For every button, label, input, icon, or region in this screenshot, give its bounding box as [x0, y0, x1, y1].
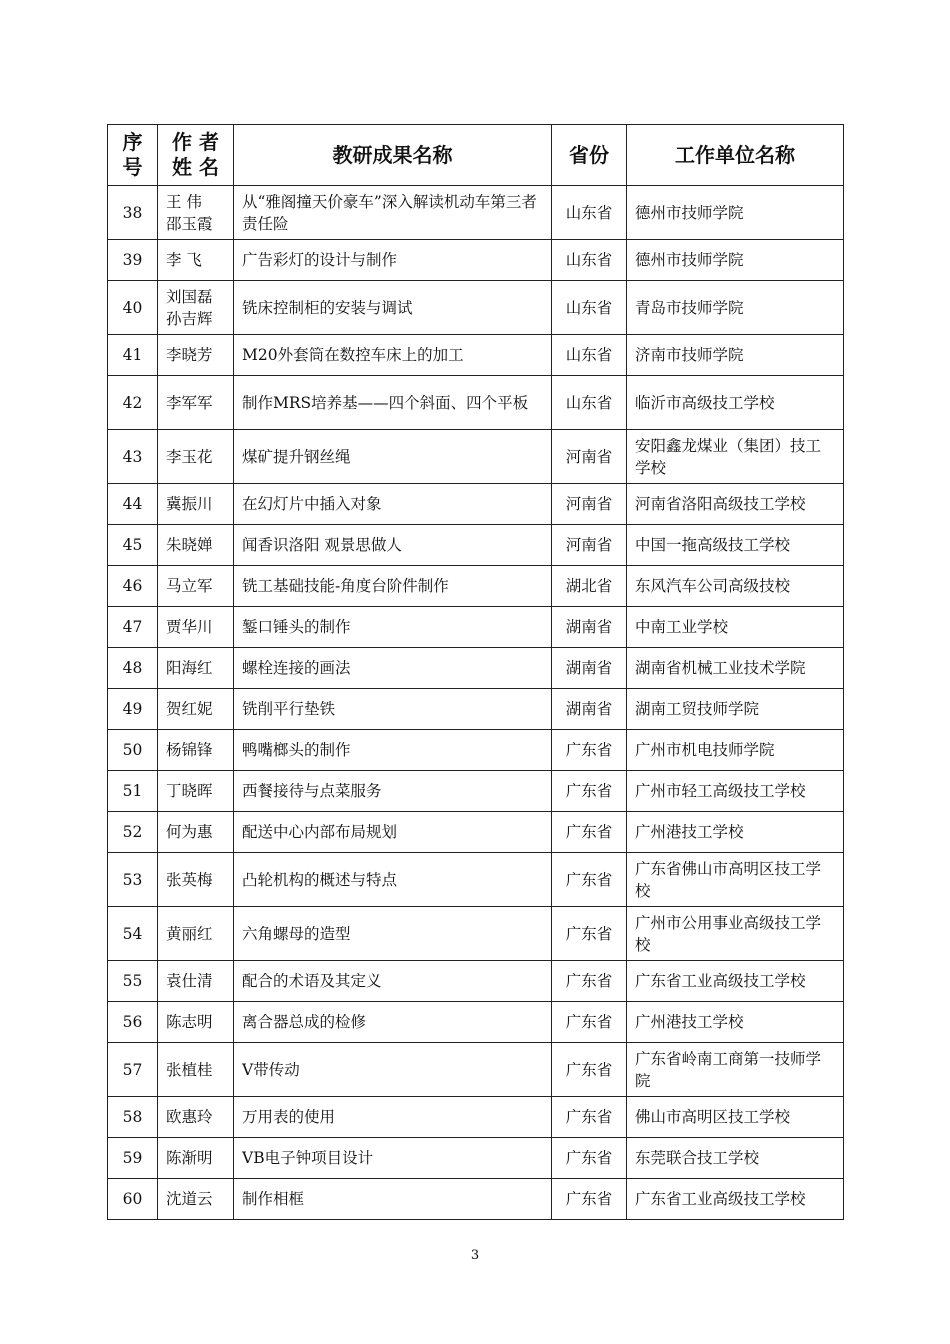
author-name: 冀振川 — [166, 495, 213, 513]
table-row — [108, 689, 844, 730]
row-province: 广东省 — [552, 1002, 627, 1043]
row-title: 配合的术语及其定义 — [234, 961, 552, 1002]
row-unit: 湖南省机械工业技术学院 — [627, 648, 844, 689]
row-authors — [158, 1097, 234, 1138]
table-row — [108, 525, 844, 566]
row-title: 从“雅阁撞天价豪车”深入解读机动车第三者责任险 — [234, 186, 552, 240]
achievements-table — [107, 124, 844, 1220]
author-name: 贺红妮 — [166, 700, 213, 718]
row-unit: 河南省洛阳高级技工学校 — [627, 484, 844, 525]
row-province: 河南省 — [552, 525, 627, 566]
row-number: 42 — [108, 376, 158, 430]
author-name: 李晓芳 — [166, 346, 213, 364]
row-province: 广东省 — [552, 1097, 627, 1138]
row-number: 40 — [108, 281, 158, 335]
row-title: 铣削平行垫铁 — [234, 689, 552, 730]
table-row — [108, 335, 844, 376]
row-authors — [158, 1043, 234, 1097]
row-number: 53 — [108, 853, 158, 907]
row-unit: 广东省工业高级技工学校 — [627, 961, 844, 1002]
row-title: 煤矿提升钢丝绳 — [234, 430, 552, 484]
table-row — [108, 1097, 844, 1138]
author-name: 丁晓晖 — [166, 782, 213, 800]
table-row — [108, 281, 844, 335]
table-row — [108, 648, 844, 689]
author-name: 阳海红 — [166, 659, 213, 677]
row-province: 广东省 — [552, 1138, 627, 1179]
row-number: 52 — [108, 812, 158, 853]
row-authors — [158, 648, 234, 689]
row-authors — [158, 1179, 234, 1220]
row-title: 制作MRS培养基——四个斜面、四个平板 — [234, 376, 552, 430]
row-number: 60 — [108, 1179, 158, 1220]
row-title: 在幻灯片中插入对象 — [234, 484, 552, 525]
row-authors — [158, 771, 234, 812]
row-number: 41 — [108, 335, 158, 376]
table-row — [108, 907, 844, 961]
row-authors — [158, 1002, 234, 1043]
header-seq: 序 号 — [108, 125, 158, 186]
row-unit: 东莞联合技工学校 — [627, 1138, 844, 1179]
table-row — [108, 771, 844, 812]
row-province: 广东省 — [552, 1179, 627, 1220]
author-name: 杨锦锋 — [166, 741, 213, 759]
row-unit: 广东省工业高级技工学校 — [627, 1179, 844, 1220]
table-header-row — [108, 125, 844, 186]
author-name: 李军军 — [166, 393, 213, 412]
header-unit: 工作单位名称 — [627, 125, 844, 186]
table-row — [108, 1043, 844, 1097]
row-number: 48 — [108, 648, 158, 689]
row-title: 西餐接待与点菜服务 — [234, 771, 552, 812]
row-number: 56 — [108, 1002, 158, 1043]
row-authors — [158, 335, 234, 376]
row-authors — [158, 240, 234, 281]
author-name: 张植桂 — [166, 1060, 213, 1079]
row-province: 山东省 — [552, 281, 627, 335]
author-name: 袁仕清 — [166, 972, 213, 990]
row-authors — [158, 484, 234, 525]
row-unit: 广州港技工学校 — [627, 812, 844, 853]
row-province: 山东省 — [552, 186, 627, 240]
table-row — [108, 607, 844, 648]
row-title: 铣床控制柜的安装与调试 — [234, 281, 552, 335]
author-name: 何为惠 — [166, 823, 213, 841]
row-number: 51 — [108, 771, 158, 812]
row-unit: 东风汽车公司高级技校 — [627, 566, 844, 607]
row-title: 闻香识洛阳 观景思做人 — [234, 525, 552, 566]
row-province: 山东省 — [552, 376, 627, 430]
author-name: 黄丽红 — [166, 924, 213, 943]
author-name: 刘国磊 — [166, 287, 213, 306]
row-number: 44 — [108, 484, 158, 525]
row-number: 45 — [108, 525, 158, 566]
row-province: 河南省 — [552, 484, 627, 525]
table-row — [108, 484, 844, 525]
row-province: 广东省 — [552, 771, 627, 812]
table-row — [108, 566, 844, 607]
author-name: 陈渐明 — [166, 1149, 213, 1167]
row-authors — [158, 961, 234, 1002]
row-title: V带传动 — [234, 1043, 552, 1097]
author-name: 王 伟 — [166, 192, 202, 211]
row-title: 凸轮机构的概述与特点 — [234, 853, 552, 907]
table-row — [108, 1002, 844, 1043]
table-row — [108, 961, 844, 1002]
row-title: 万用表的使用 — [234, 1097, 552, 1138]
row-number: 38 — [108, 186, 158, 240]
row-unit: 中国一拖高级技工学校 — [627, 525, 844, 566]
row-unit: 湖南工贸技师学院 — [627, 689, 844, 730]
row-authors — [158, 1138, 234, 1179]
row-province: 广东省 — [552, 730, 627, 771]
row-authors — [158, 812, 234, 853]
row-authors — [158, 376, 234, 430]
row-unit: 广州市公用事业高级技工学校 — [627, 907, 844, 961]
row-title: 铣工基础技能-角度台阶件制作 — [234, 566, 552, 607]
author-name: 朱晓婵 — [166, 536, 213, 554]
author-name: 李 飞 — [166, 251, 202, 269]
row-number: 46 — [108, 566, 158, 607]
row-unit: 临沂市高级技工学校 — [627, 376, 844, 430]
row-authors — [158, 730, 234, 771]
author-name: 贾华川 — [166, 618, 213, 636]
row-province: 湖南省 — [552, 648, 627, 689]
row-province: 广东省 — [552, 853, 627, 907]
row-title: 錾口锤头的制作 — [234, 607, 552, 648]
row-unit: 青岛市技师学院 — [627, 281, 844, 335]
row-number: 47 — [108, 607, 158, 648]
row-title: 离合器总成的检修 — [234, 1002, 552, 1043]
table-row — [108, 853, 844, 907]
row-title: 制作相框 — [234, 1179, 552, 1220]
row-number: 55 — [108, 961, 158, 1002]
row-unit: 德州市技师学院 — [627, 186, 844, 240]
table-body — [108, 186, 844, 1220]
table-row — [108, 1179, 844, 1220]
table-row — [108, 376, 844, 430]
row-unit: 广东省佛山市高明区技工学校 — [627, 853, 844, 907]
row-title: 鸭嘴榔头的制作 — [234, 730, 552, 771]
author-name: 邵玉霞 — [166, 214, 213, 233]
table-row — [108, 1138, 844, 1179]
author-name: 陈志明 — [166, 1013, 213, 1031]
author-name: 马立军 — [166, 577, 213, 595]
row-title: 配送中心内部布局规划 — [234, 812, 552, 853]
row-province: 湖南省 — [552, 607, 627, 648]
row-number: 39 — [108, 240, 158, 281]
author-name: 沈道云 — [166, 1190, 213, 1208]
row-authors — [158, 281, 234, 335]
row-unit: 佛山市高明区技工学校 — [627, 1097, 844, 1138]
table-row — [108, 430, 844, 484]
row-unit: 安阳鑫龙煤业（集团）技工学校 — [627, 430, 844, 484]
row-province: 广东省 — [552, 812, 627, 853]
author-name: 张英梅 — [166, 870, 213, 889]
row-title: 广告彩灯的设计与制作 — [234, 240, 552, 281]
row-title: M20外套筒在数控车床上的加工 — [234, 335, 552, 376]
author-name: 李玉花 — [166, 447, 213, 466]
row-unit: 济南市技师学院 — [627, 335, 844, 376]
header-province: 省份 — [552, 125, 627, 186]
row-authors — [158, 525, 234, 566]
page-number: 3 — [470, 1248, 480, 1263]
row-unit: 广州市轻工高级技工学校 — [627, 771, 844, 812]
row-number: 50 — [108, 730, 158, 771]
row-unit: 德州市技师学院 — [627, 240, 844, 281]
header-title: 教研成果名称 — [234, 125, 552, 186]
table-row — [108, 186, 844, 240]
header-author: 作 者 姓 名 — [158, 125, 234, 186]
row-province: 湖北省 — [552, 566, 627, 607]
table-row — [108, 812, 844, 853]
row-title: VB电子钟项目设计 — [234, 1138, 552, 1179]
row-unit: 广东省岭南工商第一技师学院 — [627, 1043, 844, 1097]
row-authors — [158, 430, 234, 484]
row-authors — [158, 186, 234, 240]
author-name: 欧惠玲 — [166, 1108, 213, 1126]
row-number: 59 — [108, 1138, 158, 1179]
author-name: 孙吉辉 — [166, 309, 213, 328]
row-title: 六角螺母的造型 — [234, 907, 552, 961]
row-number: 58 — [108, 1097, 158, 1138]
table-row — [108, 730, 844, 771]
row-authors — [158, 689, 234, 730]
row-number: 54 — [108, 907, 158, 961]
row-authors — [158, 853, 234, 907]
row-province: 山东省 — [552, 240, 627, 281]
table-row — [108, 240, 844, 281]
row-number: 57 — [108, 1043, 158, 1097]
row-unit: 广州港技工学校 — [627, 1002, 844, 1043]
row-authors — [158, 566, 234, 607]
row-province: 广东省 — [552, 961, 627, 1002]
row-province: 广东省 — [552, 1043, 627, 1097]
row-province: 河南省 — [552, 430, 627, 484]
row-province: 广东省 — [552, 907, 627, 961]
row-number: 43 — [108, 430, 158, 484]
row-title: 螺栓连接的画法 — [234, 648, 552, 689]
row-province: 湖南省 — [552, 689, 627, 730]
row-authors — [158, 907, 234, 961]
row-unit: 中南工业学校 — [627, 607, 844, 648]
row-number: 49 — [108, 689, 158, 730]
row-authors — [158, 607, 234, 648]
row-unit: 广州市机电技师学院 — [627, 730, 844, 771]
row-province: 山东省 — [552, 335, 627, 376]
